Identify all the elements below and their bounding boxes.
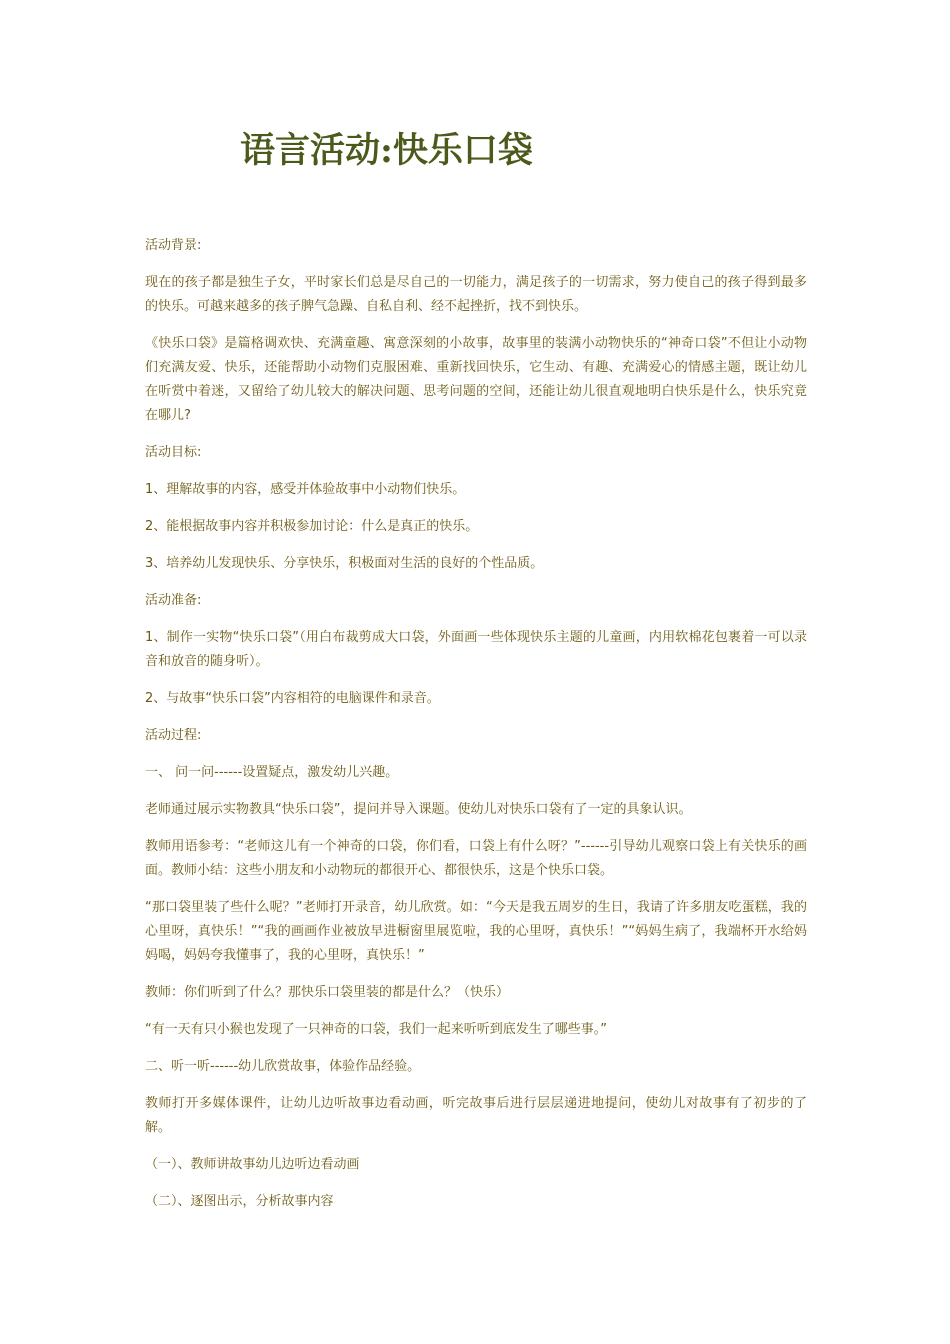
section-heading-process: 活动过程: — [145, 728, 202, 743]
goal-item-3: 3、培养幼儿发现快乐、分享快乐，积极面对生活的良好的个性品质。 — [145, 556, 544, 571]
process-paragraph-1: 老师通过展示实物教具“快乐口袋”，提问并导入课题。使幼儿对快乐口袋有了一定的具象认识。 — [145, 802, 692, 817]
preparation-item-1: 1、制作一实物“快乐口袋”（用白布裁剪成大口袋，外面画一些体现快乐主题的儿童画，内用软棉花包裹着一可以录音和放音的随身听）。 — [145, 630, 807, 669]
process-step-1-heading: 一、 问一问------设置疑点，激发幼儿兴趣。 — [145, 765, 399, 780]
section-heading-background: 活动背景: — [145, 238, 202, 253]
document-body — [145, 234, 807, 1227]
process-subitem-2: （二）、逐图出示，分析故事内容 — [145, 1194, 334, 1209]
process-paragraph-6: 教师打开多媒体课件，让幼儿边听故事边看动画，听完故事后进行层层递进地提问，使幼儿对故事有了初步的了解。 — [145, 1096, 807, 1135]
section-heading-preparation: 活动准备: — [145, 593, 202, 608]
process-paragraph-3: “那口袋里装了些什么呢？”老师打开录音，幼儿欣赏。如：“今天是我五周岁的生日，我请了许多朋友吃蛋糕，我的心里呀，真快乐！”“我的画画作业被放早进橱窗里展览啦，我的心里呀，真快乐！”“妈妈生病了，我端杯开水给妈妈喝，妈妈夸我懂事了，我的心里呀，真快乐！” — [145, 900, 807, 963]
section-heading-goals: 活动目标: — [145, 445, 202, 460]
process-paragraph-2: 教师用语参考：“老师这儿有一个神奇的口袋，你们看，口袋上有什么呀？”------引导幼儿观察口袋上有关快乐的画面。教师小结：这些小朋友和小动物玩的都很开心、都很快乐，这是个快乐口袋。 — [145, 839, 807, 878]
goal-item-1: 1、理解故事的内容，感受并体验故事中小动物们快乐。 — [145, 482, 466, 497]
goal-item-2: 2、能根据故事内容并积极参加讨论：什么是真正的快乐。 — [145, 519, 479, 534]
document-title: 语言活动:快乐口袋 — [240, 130, 533, 171]
preparation-item-2: 2、与故事“快乐口袋”内容相符的电脑课件和录音。 — [145, 691, 440, 706]
process-paragraph-5: “有一天有只小猴也发现了一只神奇的口袋，我们一起来听听到底发生了哪些事。” — [145, 1022, 607, 1037]
process-paragraph-4: 教师：你们听到了什么？那快乐口袋里装的都是什么？（快乐） — [145, 985, 510, 1000]
paragraph-background-2: 《快乐口袋》是篇格调欢快、充满童趣、寓意深刻的小故事，故事里的装满小动物快乐的“神奇口袋”不但让小动物们充满友爱、快乐，还能帮助小动物们克服困难、重新找回快乐，它生动、有趣、充满爱心的情感主题，既让幼儿在听赏中着迷，又留给了幼儿较大的解决问题、思考问题的空间，还能让幼儿很直观地明白快乐是什么，快乐究竟在哪儿? — [145, 336, 807, 423]
process-subitem-1: （一）、教师讲故事幼儿边听边看动画 — [145, 1157, 360, 1172]
paragraph-background-1: 现在的孩子都是独生子女，平时家长们总是尽自己的一切能力，满足孩子的一切需求，努力使自己的孩子得到最多的快乐。可越来越多的孩子脾气急躁、自私自利、经不起挫折，找不到快乐。 — [145, 275, 807, 314]
process-step-2-heading: 二、听一听------幼儿欣赏故事，体验作品经验。 — [145, 1059, 421, 1074]
